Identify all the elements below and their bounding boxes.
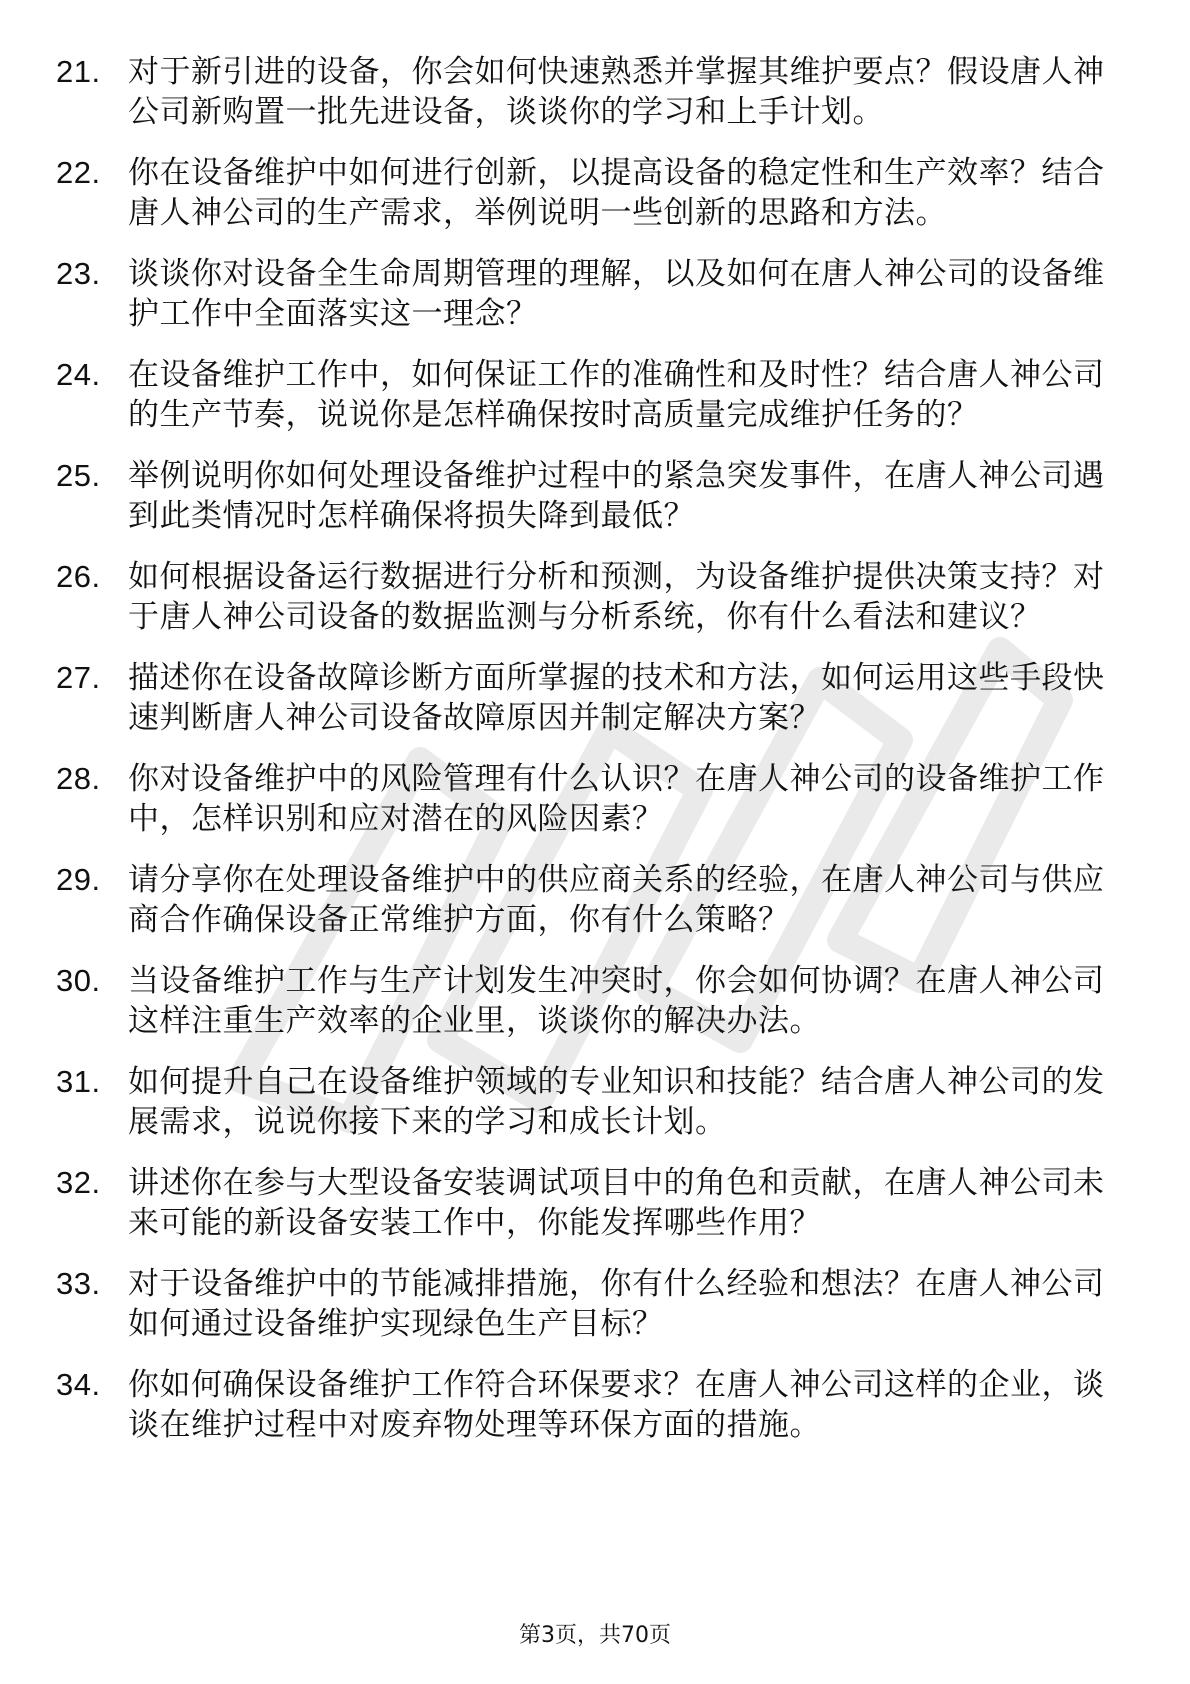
question-item xyxy=(56,557,1116,637)
question-item xyxy=(56,355,1116,435)
question-text: 你如何确保设备维护工作符合环保要求？在唐人神公司这样的企业，谈谈在维护过程中对废弃物处理等环保方面的措施。 xyxy=(128,1367,1105,1443)
question-number: 23. xyxy=(56,256,101,291)
question-text: 对于设备维护中的节能减排措施，你有什么经验和想法？在唐人神公司如何通过设备维护实现绿色生产目标？ xyxy=(128,1266,1105,1342)
question-item xyxy=(56,153,1116,233)
question-list xyxy=(56,52,1116,1466)
question-number: 24. xyxy=(56,357,101,392)
question-number: 27. xyxy=(56,660,101,695)
question-number: 33. xyxy=(56,1266,101,1301)
question-text: 如何提升自己在设备维护领域的专业知识和技能？结合唐人神公司的发展需求，说说你接下来的学习和成长计划。 xyxy=(128,1064,1105,1140)
question-number: 29. xyxy=(56,862,101,897)
question-text: 如何根据设备运行数据进行分析和预测，为设备维护提供决策支持？对于唐人神公司设备的数据监测与分析系统，你有什么看法和建议？ xyxy=(128,559,1105,635)
question-number: 30. xyxy=(56,963,101,998)
question-item xyxy=(56,759,1116,839)
question-item xyxy=(56,1365,1116,1445)
question-text: 谈谈你对设备全生命周期管理的理解，以及如何在唐人神公司的设备维护工作中全面落实这一理念？ xyxy=(128,256,1105,332)
question-number: 34. xyxy=(56,1367,101,1402)
question-number: 32. xyxy=(56,1165,101,1200)
question-text: 请分享你在处理设备维护中的供应商关系的经验，在唐人神公司与供应商合作确保设备正常维护方面，你有什么策略？ xyxy=(128,862,1105,938)
question-text: 当设备维护工作与生产计划发生冲突时，你会如何协调？在唐人神公司这样注重生产效率的企业里，谈谈你的解决办法。 xyxy=(128,963,1105,1039)
question-number: 21. xyxy=(56,54,101,89)
page-number: 第3页，共70页 xyxy=(519,1623,671,1648)
question-item xyxy=(56,1163,1116,1243)
question-number: 25. xyxy=(56,458,101,493)
question-item xyxy=(56,52,1116,132)
question-number: 26. xyxy=(56,559,101,594)
question-text: 举例说明你如何处理设备维护过程中的紧急突发事件，在唐人神公司遇到此类情况时怎样确保将损失降到最低？ xyxy=(128,458,1105,534)
question-item xyxy=(56,254,1116,334)
question-text: 在设备维护工作中，如何保证工作的准确性和及时性？结合唐人神公司的生产节奏，说说你是怎样确保按时高质量完成维护任务的？ xyxy=(128,357,1105,433)
question-item xyxy=(56,860,1116,940)
question-item xyxy=(56,961,1116,1041)
question-item xyxy=(56,456,1116,536)
question-item xyxy=(56,1264,1116,1344)
question-number: 22. xyxy=(56,155,101,190)
question-item xyxy=(56,658,1116,738)
question-text: 你在设备维护中如何进行创新，以提高设备的稳定性和生产效率？结合唐人神公司的生产需求，举例说明一些创新的思路和方法。 xyxy=(128,155,1105,231)
question-text: 描述你在设备故障诊断方面所掌握的技术和方法，如何运用这些手段快速判断唐人神公司设备故障原因并制定解决方案？ xyxy=(128,660,1105,736)
page-footer xyxy=(0,1618,1190,1649)
question-text: 对于新引进的设备，你会如何快速熟悉并掌握其维护要点？假设唐人神公司新购置一批先进设备，谈谈你的学习和上手计划。 xyxy=(128,54,1105,130)
question-number: 28. xyxy=(56,761,101,796)
question-number: 31. xyxy=(56,1064,101,1099)
question-item xyxy=(56,1062,1116,1142)
question-text: 讲述你在参与大型设备安装调试项目中的角色和贡献，在唐人神公司未来可能的新设备安装工作中，你能发挥哪些作用？ xyxy=(128,1165,1105,1241)
question-text: 你对设备维护中的风险管理有什么认识？在唐人神公司的设备维护工作中，怎样识别和应对潜在的风险因素？ xyxy=(128,761,1105,837)
